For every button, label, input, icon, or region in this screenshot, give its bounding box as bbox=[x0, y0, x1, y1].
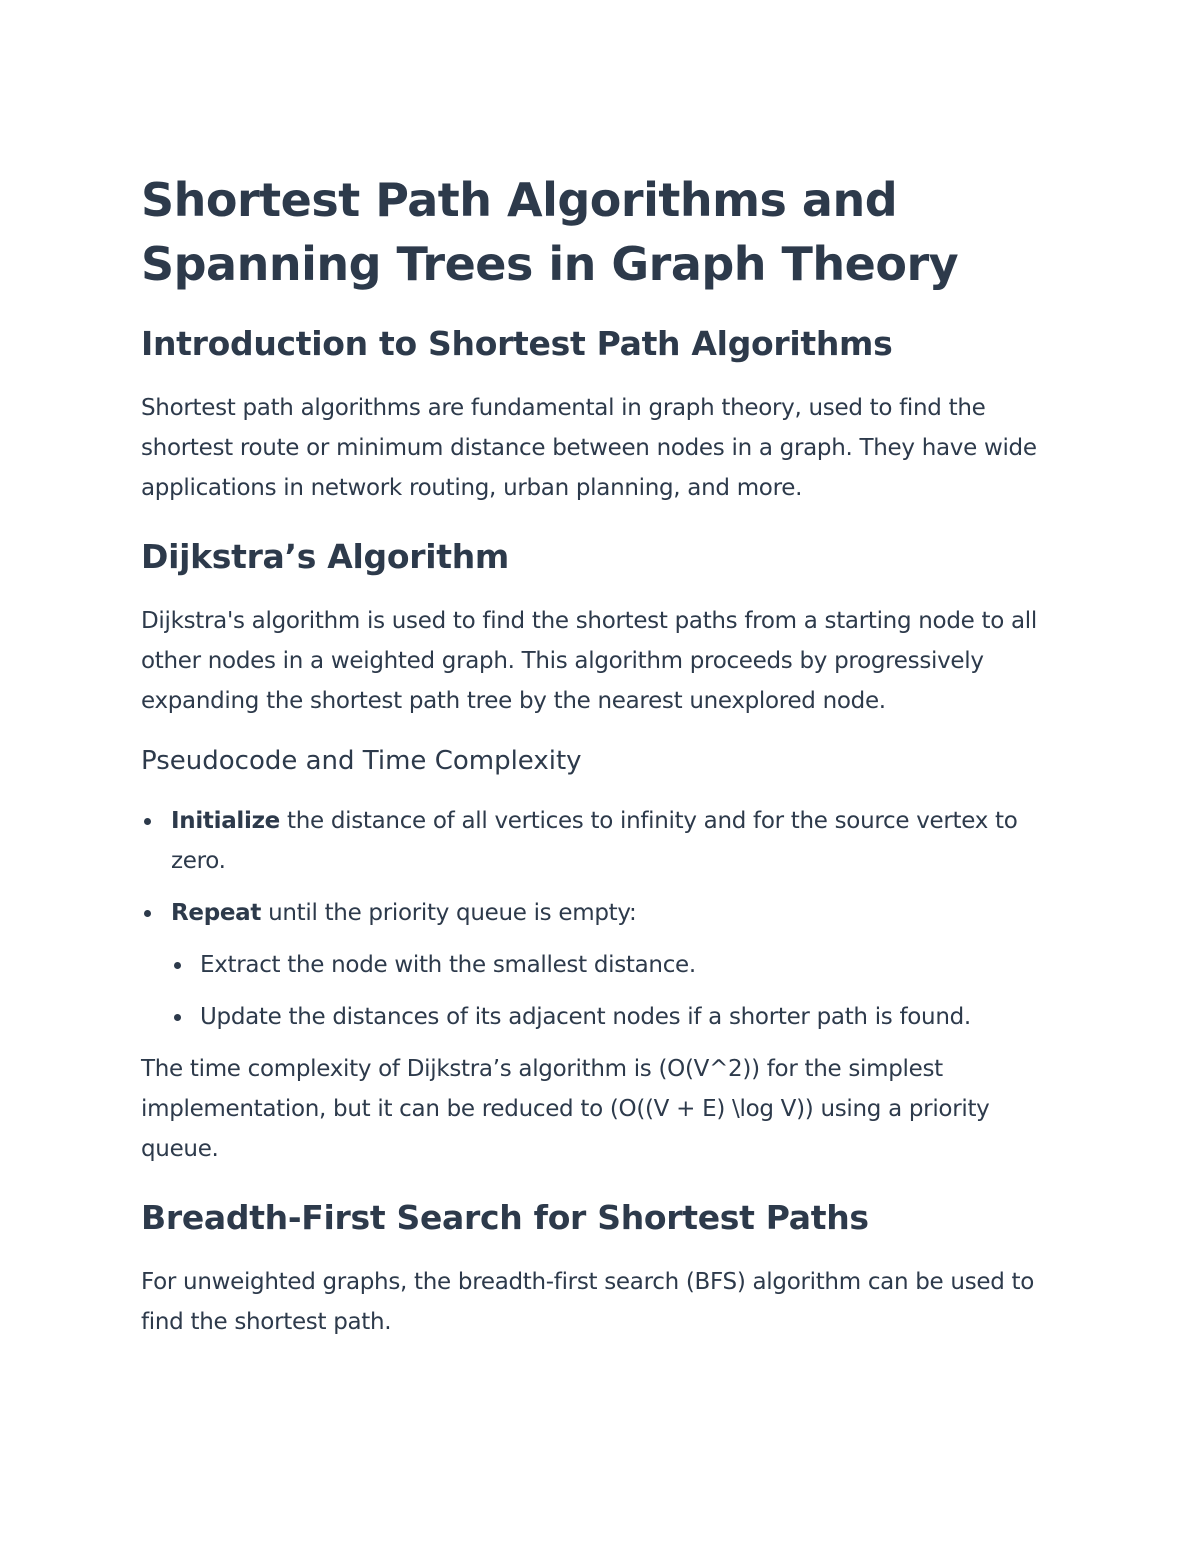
pseudocode-list bbox=[141, 801, 1061, 1037]
step-keyword: Repeat bbox=[171, 900, 262, 926]
step-text: until the priority queue is empty: bbox=[261, 900, 637, 926]
substep-text: Update the distances of its adjacent nodes if a shorter path is found. bbox=[200, 1004, 971, 1030]
bullet-icon bbox=[144, 910, 151, 917]
complexity-paragraph: The time complexity of Dijkstra’s algorithm is (O(V^2)) for the simplest implementation, but it can be reduced to (O((V + E) \log V)) using a priority queue. bbox=[141, 1056, 990, 1162]
bullet-icon bbox=[144, 818, 151, 825]
list-item bbox=[141, 997, 1061, 1037]
document-page bbox=[141, 160, 1061, 1342]
bfs-paragraph: For unweighted graphs, the breadth-first search (BFS) algorithm can be used to find the shortest path. bbox=[141, 1269, 1035, 1335]
dijkstra-paragraph: Dijkstra's algorithm is used to find the shortest paths from a starting node to all other nodes in a weighted graph. This algorithm proceeds by progressively expanding the shortest path tree by the nearest unexplored node. bbox=[141, 608, 1037, 714]
section-heading-bfs: Breadth-First Search for Shortest Paths bbox=[141, 1198, 869, 1237]
section-heading-intro: Introduction to Shortest Path Algorithms bbox=[141, 324, 893, 363]
subheading-pseudocode: Pseudocode and Time Complexity bbox=[141, 746, 582, 776]
step-keyword: Initialize bbox=[171, 808, 280, 834]
list-item bbox=[141, 893, 1061, 933]
section-heading-dijkstra: Dijkstra’s Algorithm bbox=[141, 537, 509, 576]
document-title: Shortest Path Algorithms and Spanning Trees in Graph Theory bbox=[141, 173, 959, 291]
list-item bbox=[141, 945, 1061, 985]
bullet-icon bbox=[174, 1014, 181, 1021]
intro-paragraph: Shortest path algorithms are fundamental in graph theory, used to find the shortest route or minimum distance between nodes in a graph. They have wide applications in network routing, urban planning, and more. bbox=[141, 395, 1037, 501]
substep-text: Extract the node with the smallest distance. bbox=[200, 952, 696, 978]
list-item bbox=[141, 801, 1061, 881]
bullet-icon bbox=[174, 962, 181, 969]
step-text: the distance of all vertices to infinity and for the source vertex to zero. bbox=[171, 808, 1018, 874]
